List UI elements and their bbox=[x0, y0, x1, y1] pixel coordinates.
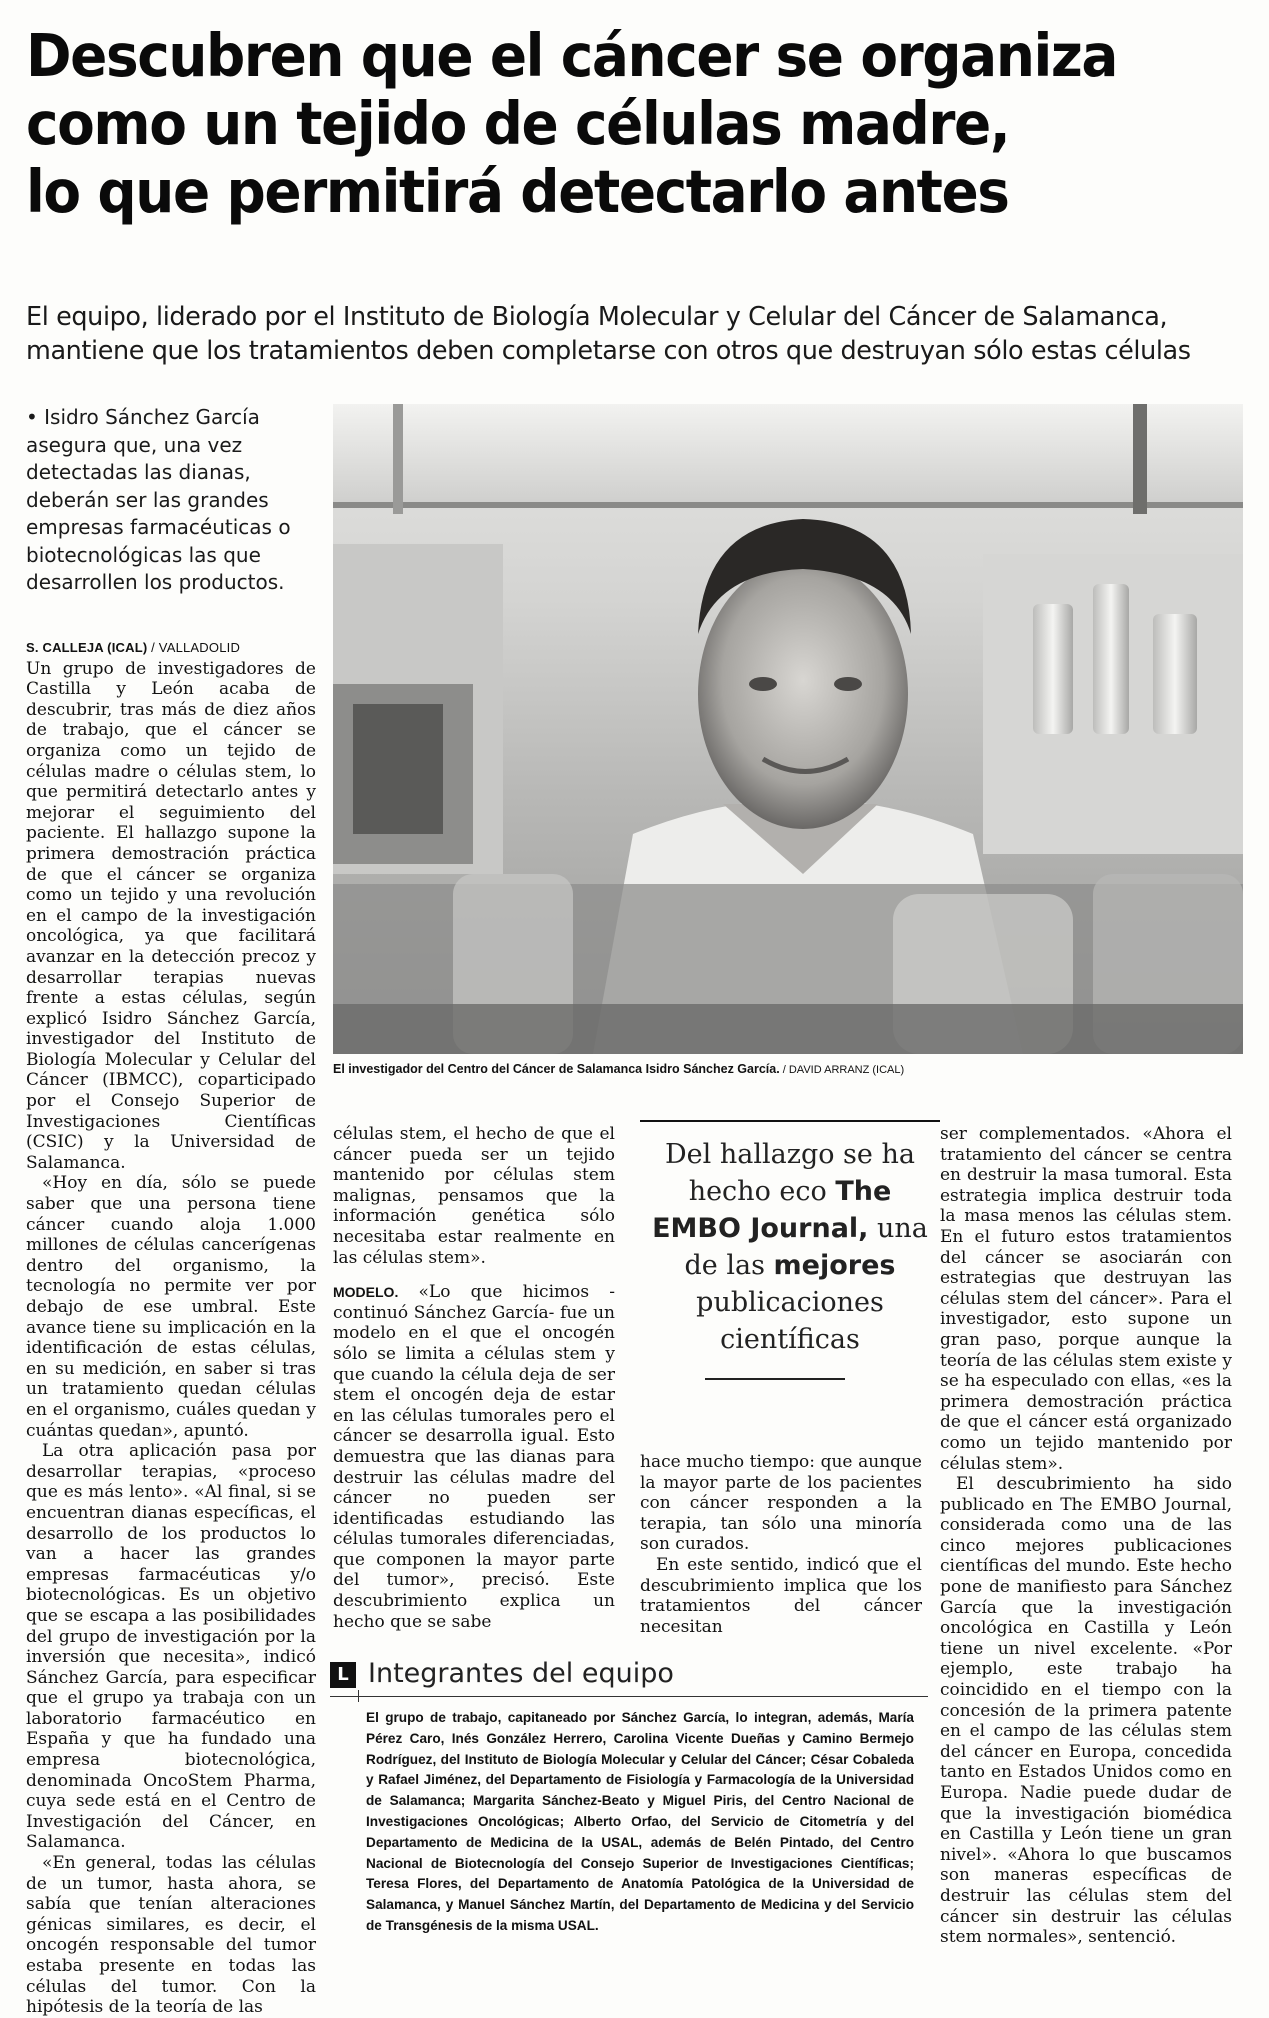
subheadline bbox=[26, 300, 1251, 368]
section-label-modelo: MODELO. bbox=[333, 1284, 399, 1301]
paragraph: La otra aplicación pasa por desarrollar terapias, «proceso que es más lento». «Al final, si se encuentran dianas específicas, el desarrollo de los productos lo van a hacer las grandes empresas farmacéuticas y/o biotecnológicas. Es un objetivo que se escapa a las posibilidades del grupo de investigación por la inversión que necesita», indicó Sánchez García, para especificar que el grupo ya trabaja con un laboratorio farmacéutico en España y que ha fundado una empresa biotecnológica, denominada OncoStem Pharma, cuya sede está en el Centro de Investigación del Cáncer, en Salamanca. bbox=[26, 1441, 316, 1853]
pull-quote-part: Del hallazgo se ha hecho eco bbox=[665, 1139, 915, 1207]
headline-line-2: como un tejido de células madre, bbox=[26, 89, 1010, 158]
article-photo bbox=[333, 404, 1243, 1054]
team-box-body: El grupo de trabajo, capitaneado por Sánchez García, lo integran, además, María Pérez Caro, Inés González Herrero, Carolina Vicente Dueñas y Camino Bermejo Rodríguez, del Instituto de Biología Molecular y Celular del Cáncer; César Cobaleda y Rafael Jiménez, del Departamento de Fisiología y Farmacología de la Universidad de Salamanca; Margarita Sánchez-Beato y Miguel Piris, del Centro Nacional de Investigaciones Oncológicas; Alberto Orfao, del Servicio de Citometría y del Departamento de Medicina de la USAL, además de Belén Pintado, del Centro Nacional de Biotecnología del Consejo Superior de Investigaciones Científicas; Teresa Flores, del Departamento de Anatomía Patológica de la Universidad de Salamanca, y Manuel Sánchez Martín, del Departamento de Medicina y del Servicio de Transgénesis de la misma USAL. bbox=[366, 1710, 914, 1933]
paragraph: «En general, todas las células de un tumor, hasta ahora, se sabía que tenían alteraciones génicas similares, es decir, el oncogén responsable del tumor estaba presente en todas las células del tumor. Con la hipótesis de la teoría de las bbox=[26, 1853, 316, 2018]
byline bbox=[26, 638, 316, 659]
pull-quote-emphasis: The EMBO Journal, bbox=[652, 1176, 892, 1244]
team-box-rule bbox=[330, 1696, 928, 1697]
researcher-photo-illustration bbox=[333, 404, 1243, 1054]
section-marker-icon: L bbox=[330, 1662, 356, 1688]
team-box-title: Integrantes del equipo bbox=[368, 1658, 674, 1689]
pull-quote-emphasis: mejores bbox=[773, 1250, 896, 1281]
photo-caption bbox=[333, 1062, 1243, 1076]
paragraph: «Hoy en día, sólo se puede saber que una persona tiene cáncer cuando aloja 1.000 millones de células cancerígenas dentro del organismo, la tecnología no permite ver por debajo de ese umbral. Este avance tiene su implicación en la identificación de estas células, en su medición, en saber si tras un tratamiento quedan células en el organismo, cuáles quedan y cuántas quedan», apuntó. bbox=[26, 1173, 316, 1441]
article-column-3 bbox=[640, 1452, 922, 1637]
paragraph-text: «Lo que hicimos -continuó Sánchez García- fue un modelo en el que el oncogén sólo se limita a células stem y que cuando la célula deja de ser stem el oncogén deja de estar en las células tumorales pero el cáncer se desarrolla igual. Esto demuestra que las dianas para destruir las células madre del cáncer no pueden ser identificadas estudiando las células tumorales diferenciadas, que componen la mayor parte del tumor», precisó. Este descubrimiento explica un hecho que se sabe bbox=[333, 1282, 615, 1632]
subheadline-line-2: mantiene que los tratamientos deben completarse con otros que destruyan sólo estas células bbox=[26, 336, 1191, 366]
subheadline-line-1: El equipo, liderado por el Instituto de Biología Molecular y Celular del Cáncer de Salamanca, bbox=[26, 302, 1168, 332]
pull-quote-part: publicaciones científicas bbox=[696, 1287, 884, 1355]
paragraph: Un grupo de investigadores de Castilla y León acaba de descubrir, tras más de diez años de trabajo, que el cáncer se organiza como un tejido de células madre o células stem, lo que permitirá detectarlo antes y mejorar el seguimiento del paciente. El hallazgo supone la primera demostración práctica de que el cáncer se organiza como un tejido y una revolución en el campo de la investigación oncológica, ya que facilitará avanzar en la detección precoz y desarrollar terapias nuevas frente a estas células, según explicó Isidro Sánchez García, investigador del Instituto de Biología Molecular y Celular del Cáncer (IBMCC), coparticipado por el Consejo Superior de Investigaciones Científicas (CSIC) y la Universidad de Salamanca. bbox=[26, 658, 316, 1173]
pull-quote-part: una de las bbox=[684, 1213, 928, 1281]
team-box-divider bbox=[358, 1690, 359, 1702]
article-column-2 bbox=[333, 1124, 615, 1632]
paragraph: hace mucho tiempo: que aunque la mayor parte de los pacientes con cáncer responden a la terapia, tan sólo una minoría son curados. bbox=[640, 1452, 922, 1555]
byline-place: / VALLADOLID bbox=[147, 640, 241, 655]
byline-author: S. CALLEJA (ICAL) bbox=[26, 640, 148, 655]
photo-credit: / DAVID ARRANZ (ICAL) bbox=[779, 1064, 905, 1076]
paragraph: En este sentido, indicó que el descubrimiento implica que los tratamientos del cáncer necesitan bbox=[640, 1554, 922, 1637]
lede-summary: • Isidro Sánchez García asegura que, una vez detectadas las dianas, deberán ser las grandes empresas farmacéuticas o biotecnológicas las que desarrollen los productos. bbox=[26, 405, 291, 594]
headline bbox=[26, 22, 1161, 226]
paragraph: El descubrimiento ha sido publicado en The EMBO Journal, considerada como una de las cinco mejores publicaciones científicas del mundo. Este hecho pone de manifiesto para Sánchez García que la investigación oncológica en Castilla y León tiene un nivel excelente. «Por ejemplo, este trabajo ha coincidido en el tiempo con la concesión de la primera patente en el campo de las células stem del cáncer en Europa, concedida tanto en Estados Unidos como en Europa. Nadie puede dudar de que la investigación biomédica en Castilla y León tiene un gran nivel». «Ahora lo que buscamos son maneras específicas de destruir las células stem del cáncer sin destruir las células stem normales», sentenció. bbox=[940, 1474, 1232, 1948]
article-column-4 bbox=[940, 1124, 1232, 1948]
headline-line-3: lo que permitirá detectarlo antes bbox=[26, 157, 1009, 226]
article-column-1 bbox=[26, 638, 316, 2018]
pull-quote bbox=[640, 1120, 940, 1358]
headline-line-1: Descubren que el cáncer se organiza bbox=[26, 21, 1118, 90]
caption-text: El investigador del Centro del Cáncer de Salamanca Isidro Sánchez García. bbox=[333, 1062, 780, 1076]
paragraph: células stem, el hecho de que el cáncer pueda ser un tejido mantenido por células stem malignas, pensamos que la información genética sólo necesitaba estar realmente en las células stem». bbox=[333, 1124, 615, 1268]
pull-quote-rule bbox=[705, 1378, 845, 1380]
paragraph bbox=[333, 1282, 615, 1632]
paragraph: ser complementados. «Ahora el tratamiento del cáncer se centra en destruir la masa tumoral. Esta estrategia implica destruir toda la masa menos las células stem. En el futuro estos tratamientos del cáncer se asociarán con estrategias que destruyan las células stem del cáncer». Para el investigador, esto supone un gran paso, porque aunque la teoría de las células stem existe y se ha especulado con ellas, «es la primera demostración práctica de que el cáncer está organizado como un tejido mantenido por células stem». bbox=[940, 1124, 1232, 1474]
